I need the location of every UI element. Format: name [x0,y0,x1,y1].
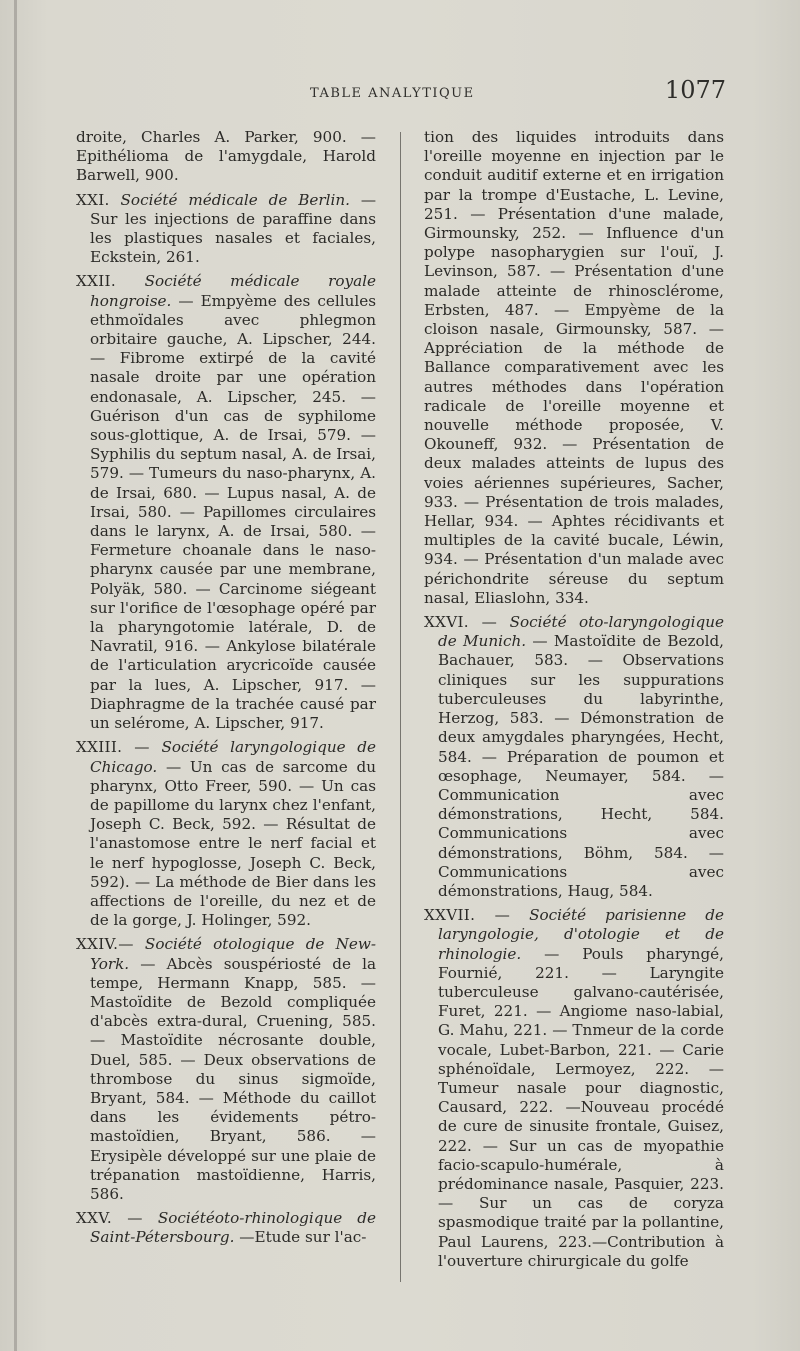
entry-text: droite, Charles A. Parker, 900. — Epithélioma de l'amygdale, Harold Barwell, 900. [76,128,376,185]
society-name: Société parisienne de laryngologie, d'otologie et de rhinologie. [438,906,724,963]
society-name: Sociétéoto-rhinologique de Saint-Pétersbourg. [90,1209,377,1247]
index-entry [76,1209,376,1247]
entry-numeral: XXIII. — [76,738,150,757]
entry-text: — Abcès souspériosté de la tempe, Hermann Knapp, 585. — Mastoïdite de Bezold compliquée d'abcès extra-dural, Cruening, 585. — Mastoïdite nécrosante double, Duel, 585. — Deux observations de thrombose du sinus sigmoïde, Bryant, 584. — Méthode du caillot dans les évidements pétro-mastoïdien, Bryant, 586. — Erysipèle développé sur une plaie de trépanation mastoïdienne, Harris, 586. [90,954,376,1203]
column-divider [400,132,401,1282]
entry-numeral: XXVII. — [424,906,511,925]
entry-numeral: XXVI. — [424,613,498,632]
entry-text: — Pouls pharyngé, Fournié, 221. — Laryngite tuberculeuse galvano-cautérisée, Furet, 221. — Angiome naso-labial, G. Mahu, 221. — Tnmeur de la corde vocale, Lubet-Barbon, 221. — Carie sphénoïdale, Lermoyez, 222. — Tumeur nasale pour diagnostic, Causard, 222. —Nouveau procédé de cure de sinusite frontale, Guisez, 222. — Sur un cas de myopathie facio-scapulo-humérale, à prédominance nasale, Pasquier, 223. — Sur un cas de coryza spasmodique traité par la pollantine, Paul Laurens, 223.—Contribution à l'ouverture chirurgicale du golfe [438,944,724,1270]
page-header [74,74,730,114]
entry-text: — Un cas de sarcome du pharynx, Otto Freer, 590. — Un cas de papillome du larynx chez l'enfant, Joseph C. Beck, 592. — Résultat de l'anastomose entre le nerf facial et le nerf hypoglosse, Joseph C. Beck, 592). — La méthode de Bier dans les affections de l'oreille, du nez et de de la gorge, J. Holinger, 592. [90,757,377,930]
index-entry [424,906,724,1271]
entry-text: — Empyème des cellules ethmoïdales avec phlegmon orbitaire gauche, A. Lipscher, 244. — Fibrome extirpé de la cavité nasale droite par une opération endonasale, A. Lipscher, 245. — Guérison d'un cas de syphilome sous-glottique, A. de Irsai, 579. — Syphilis du septum nasal, A. de Irsai, 579. — Tumeurs du naso-pharynx, A. de Irsai, 680. — Lupus nasal, A. de Irsai, 580. — Papillomes circulaires dans le larynx, A. de Irsai, 580. — Fermeture choanale dans le naso-pharynx causée par une membrane, Polyäk, 580. — Carcinome siégeant sur l'orifice de l'œsophage opéré par la pharyngotomie latérale, D. de Navratil, 916. — Ankylose bilatérale de l'articulation arycricoïde causée par la lues, A. Lipscher, 917. — Diaphragme de la trachée causé par un selérome, A. Lipscher, 917. [90,291,376,733]
index-entry [424,613,724,901]
entry-text: — Sur les injections de paraffine dans les plastiques nasales et faciales, Eckstein, 261. [90,190,377,267]
page-number: 1077 [664,76,726,104]
index-entry [424,128,724,608]
entry-text: tion des liquides introduits dans l'oreille moyenne en injection par le conduit auditif externe et en irrigation par la trompe d'Eustache, L. Levine, 251. — Présentation d'une malade, Girmounsky, 252. — Influence d'un polype nasopharygien sur l'ouï, J. Levinson, 587. — Présentation d'une malade atteinte de rhinosclérome, Erbsten, 487. — Empyème de la cloison nasale, Girmounsky, 587. — Appréciation de la méthode de Ballance comparativement avec les autres méthodes dans l'opération radicale de l'oreille moyenne et nouvelle méthode proposée, V. Okouneff, 932. — Présentation de deux malades atteints de lupus des voies aériennes supérieures, Sacher, 933. — Présentation de trois malades, Hellar, 934. — Aphtes récidivants et multiples de la cavité bucale, Léwin, 934. — Présentation d'un malade avec périchondrite séreuse du septum nasal, Eliaslohn, 334. [424,128,724,607]
society-name: Société médicale de Berlin. [120,190,350,209]
society-name: Société otologique de New-York. [90,935,376,973]
binding-edge [14,0,17,1351]
index-entry [76,191,376,268]
index-entry [76,935,376,1204]
entry-numeral: XXV. — [76,1209,143,1228]
left-column [76,128,376,1253]
entry-text: —Etude sur l'ac- [239,1228,367,1247]
entry-numeral: XXII. [76,272,116,291]
entry-numeral: XXI. [76,190,110,209]
index-entry [76,128,376,186]
entry-text: — Mastoïdite de Bezold, Bachauer, 583. — Observations cliniques sur les suppurations tuberculeuses du labyrinthe, Herzog, 583. — Démonstration de deux amygdales pharyngées, Hecht, 584. — Préparation de poumon et œsophage, Neumayer, 584. — Communication avec démonstrations, Hecht, 584. Communications avec démonstrations, Böhm, 584. — Communications avec démonstrations, Haug, 584. [438,632,725,900]
index-entry [76,738,376,930]
society-name: Société oto-laryngologique de Munich. [438,613,724,651]
index-entry [76,272,376,733]
society-name: Société laryngologique de Chicago. [90,738,376,776]
society-name: Société médicale royale hongroise. [90,272,377,310]
running-title: TABLE ANALYTIQUE [310,86,475,101]
right-column [424,128,724,1276]
entry-numeral: XXIV.— [76,935,134,954]
